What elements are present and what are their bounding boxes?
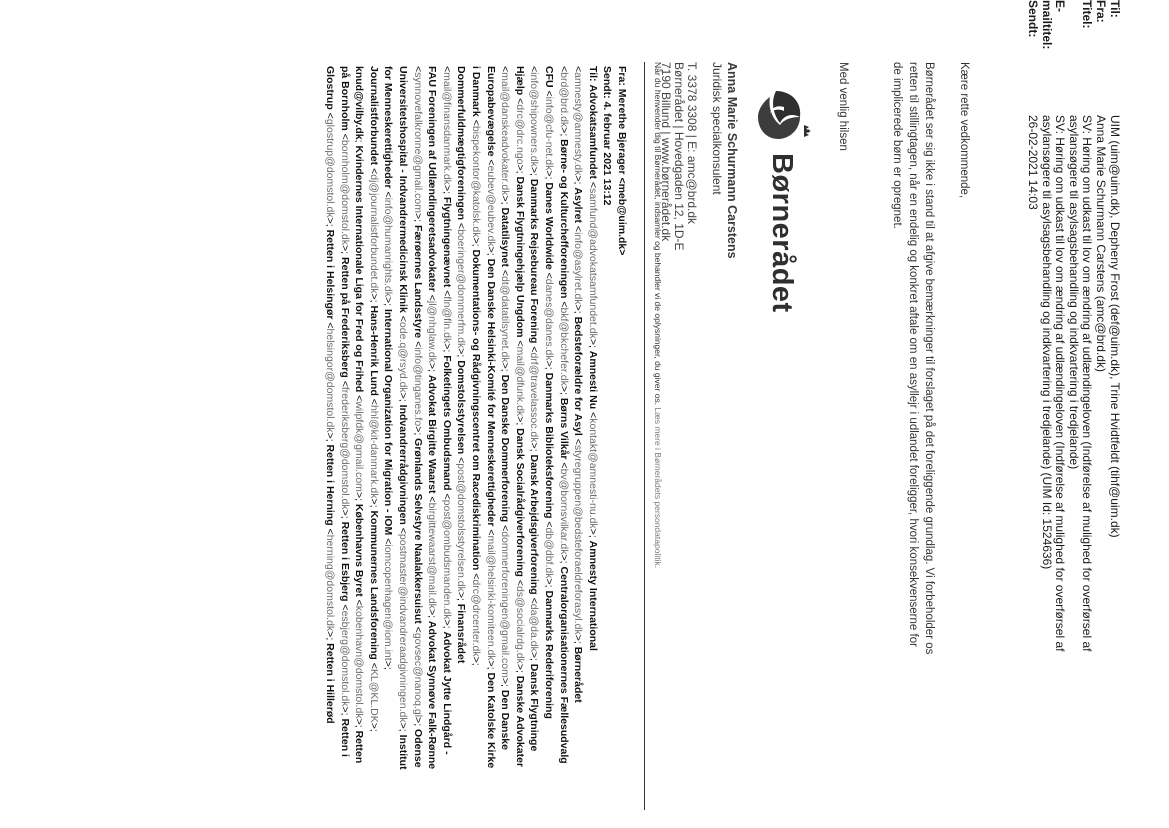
recipient-item: Domstolsstyrelsen <post@domstolsstyrelsen.dk>; [455,360,468,604]
recipient-email[interactable]: glostrup@domstol.dk [324,118,337,218]
recipient-email[interactable]: dt@datatilsynet.dk [499,276,512,363]
recipient-item: International Organization for Migration - IOM <iomcopenhagen@iom.int>; [382,308,395,670]
recipient-email[interactable]: danes@danes.dk [543,278,556,361]
recipient-email[interactable]: KL@KL.DK [367,668,380,723]
recipient-name: Dansk Arbejdsgiverforening [528,454,541,595]
recipient-name: Journalistforbundet [367,66,380,166]
recipient-item: Advokat Jytte Lindgård - FAU Foreningen af Udlændingeretsadvokater <jl@nhglaw.dk>; [426,66,453,755]
forward-to-label: Til: [586,66,599,82]
recipient-name: Den Danske Helsinki-Komité for Menneskerettigheder [484,258,497,527]
body-paragraph-line-1: Børnerådet ser sig ikke i stand til at afgive bemærkninger til forslaget på det foreliggende grundlag. Vi forbeholder os [923,62,935,655]
recipient-email[interactable]: jl@nhglaw.dk [426,300,439,363]
recipient-name: Den Danske Europabevægelse [484,66,512,750]
recipient-email[interactable]: fln@fln.dk [440,296,453,344]
recipient-item: Amnesty International <amnesty@amnesty.dk>; [572,66,599,651]
forward-sent-line [600,66,615,771]
privacy-notice [653,62,663,802]
recipient-item: Retten i Esbjerg <esbjerg@domstol.dk>; [338,521,351,719]
recipient-item: Danmarks Rederiforening <info@shipowners.dk>; [528,66,556,719]
recipient-name: Grønlands Selvstyre Naalakkersuisut [411,438,424,624]
recipient-email[interactable]: eubev@eubev.dk [484,165,497,247]
recipient-email[interactable]: ode.q@rsyd.dk [397,321,410,393]
recipient-email[interactable]: bispekontor@katolsk.dk [470,125,483,238]
recipient-email[interactable]: postmaster@indvandreraadgivningen.dk [397,533,410,723]
recipient-email[interactable]: samfund@advokatsamfundet.dk [586,188,599,339]
recipient-email[interactable]: bkf@bkchefer.dk [557,307,570,386]
recipient-name: Amnesty International [586,540,599,651]
recipient-email[interactable]: drc@drcenter.dk [470,579,483,657]
recipient-item: Bedsteforældre for Asyl <styregruppen@bedsteforaeldreforasyl.dk>; [572,316,585,647]
recipient-name: Centralorganisationernes Fællesudvalg CFU [543,66,570,764]
recipient-item: knud@vilby.dk; [353,66,366,146]
forwarded-message [323,66,629,771]
recipient-email[interactable]: post@ombudsmanden.dk [440,499,453,620]
recipient-name: Amnesti Nu [586,350,599,410]
recipient-item: Dansk Flygtninge Hjælp <drc@drc.ngo>; [513,66,541,752]
recipient-name: Den Danske Dommerforening [499,374,512,523]
recipient-name: Retten i Hillerød [324,643,337,724]
recipient-name: Børnerådet [572,646,585,703]
recipient-name: Danmarks Rejsebureau Forening [528,178,541,344]
recipient-email[interactable]: hhl@kit-danmark.dk [367,404,380,499]
recipient-name: Danske Advokater [513,675,526,768]
recipient-name: Den Katolske Kirke i Danmark [470,66,497,769]
recipient-email[interactable]: styregruppen@bedsteforaeldreforasyl.dk [572,444,585,635]
recipient-email[interactable]: wilpfdk@gmail.com [353,401,366,492]
recipient-email[interactable]: bv@bornsvilkar.dk [557,468,570,555]
recipient-name: Domstolsstyrelsen [455,360,468,455]
recipient-name: Danes Worldwide [543,182,556,270]
recipient-name: Advokat Birgitte Waarst [426,374,439,494]
recipient-email[interactable]: synnovefalkronne@gmail.com [411,72,424,213]
boernaradet-crown-logo-icon [754,83,814,147]
recipient-item: Retten i Herning <herning@domstol.dk>; [324,444,337,644]
recipient-item: Dansk Socialrådgiverforening <ds@socialrdg.dk>; [513,428,526,676]
recipient-name: Børns Vilkår [557,397,570,460]
recipient-email[interactable]: da@da.dk [528,603,541,652]
recipient-item: Amnesti Nu <kontakt@amnesti-nu.dk>; [586,350,599,541]
header-subject-label: E-mailtitel: [1040,0,1067,50]
recipient-item: Dansk Flygtningehjælp Ungdom <mail@dfunk.dk>; [513,176,526,429]
recipient-email[interactable]: kontakt@amnesti-nu.dk [586,418,599,529]
recipient-name: Advokatsamfundet [586,84,599,179]
recipient-name: Dansk Flygtningehjælp Ungdom [513,176,526,338]
recipient-item: Folketingets Ombudsmand <post@ombudsmanden.dk>; [440,355,453,632]
signature-contact-line-2: Børnerådet | Hovedgaden 12, 1D-E [672,62,686,251]
brand-name: Børnerådet [766,153,798,313]
recipient-email[interactable]: helsingor@domstol.dk [324,328,337,433]
recipient-item: Danes Worldwide <danes@danes.dk>; [543,182,556,373]
recipient-name: Folketingets Ombudsmand [440,355,453,491]
recipient-item: Kommunernes Landsforening <KL@KL.DK>; [367,510,380,732]
recipient-name: Retten i Glostrup [324,66,351,757]
recipient-email[interactable]: esbjerg@domstol.dk [338,610,351,707]
recipient-item: Dokumentations- og Rådgivningscentret om Racediskrimination <drc@drcenter.dk>; [470,249,483,666]
recipient-item: Grønlands Selvstyre Naalakkersuisut <govsec@nanoq.gl>; [411,438,424,730]
header-title-line1: SV: Høring om udkast til lov om ændring af udlændingeloven (Indførelse af mulighed for overførsel af [1080,115,1094,652]
recipient-name: Færøernes Landsstyre [411,224,424,339]
recipient-item: Dommerfuldmægtigforeningen <boeringer@dommerfm.dk>; [455,66,468,361]
recipient-item: Retten på Bornholm <bornholm@domstol.dk>; [338,66,366,764]
forward-from-line [614,66,629,771]
header-title-line2: asylansøgere til asylsagsbehandling og indkvartering i tredjelande) [1067,115,1082,470]
header-sent-label: Sendt: [1026,0,1040,38]
recipient-email[interactable]: info@cfu-net.dk [543,96,556,171]
recipient-email[interactable]: mail@dfunk.dk [513,346,526,417]
recipient-name: Dansk Flygtninge Hjælp [513,66,541,752]
forward-from-label: Fra: [616,66,628,86]
recipient-name: knud@vilby.dk [353,66,366,140]
recipient-item: Retten på Frederiksberg <frederiksberg@domstol.dk>; [338,257,351,522]
closing: Med venlig hilsen [837,62,849,151]
recipient-email[interactable]: mail@danskeadvokater.dk [499,72,512,196]
recipient-name: Kommunernes Landsforening [367,510,380,660]
body-paragraph [889,62,937,802]
recipient-list [323,66,600,771]
recipient-email[interactable]: bornholm@domstol.dk [338,139,351,246]
recipient-item: Den Danske Helsinki-Komité for Menneskerettigheder <mail@helsinki-komiteen.dk>; [484,258,497,673]
boernaradet-logo [754,83,814,323]
recipient-name: Asylret [572,187,585,223]
recipient-item: Advokat Birgitte Waarst <birgittewaarst@mail.dk>; [426,374,439,621]
body-paragraph-line-2: retten til stillingtagen, når en endelig og konkret aftale om en asyllejr i udlandet foreligger, hvori konsekvenserne for [907,62,919,647]
signature-block [659,62,739,462]
recipient-name: International Organization for Migration - IOM [382,308,395,536]
divider [644,62,645,810]
recipient-item: Dansk Arbejdsgiverforening <da@da.dk>; [528,454,541,664]
signature-role: Juridisk specialkonsulent [710,62,724,195]
recipient-email[interactable]: post@domstolsstyrelsen.dk [455,463,468,592]
recipient-name: Retten på Frederiksberg [338,257,351,378]
recipient-item: Den Danske Dommerforening <dommerforeningen@gmail.com>; [499,374,512,690]
privacy-policy-link[interactable]: Læs mere i Børnerådets persondatapolitik. [653,407,663,569]
header-title-label: Titel: [1080,0,1094,29]
recipient-item: Datatilsynet <dt@datatilsynet.dk>; [499,207,512,375]
recipient-name: Københavns Byret [353,503,366,597]
recipient-item: Indvandrerrådgivningen <postmaster@indvandreraadgivningen.dk>; [397,404,410,735]
privacy-notice-text: Når du henvender dig til Børnerådet, indsamler og behandler vi de oplysninger, du giver os. [653,62,663,406]
recipient-name: Odense Universitetshospital - Indvandrermedicinsk Klinik [397,66,424,768]
recipient-name: Retten i Herning [324,444,337,526]
recipient-item: Advokatsamfundet <samfund@advokatsamfundet.dk>; [586,84,599,351]
recipient-name: Flygtningenævnet [440,196,453,288]
recipient-item: Danmarks Rejsebureau Forening <drf@travelassoc.dk>; [528,178,541,455]
header-sent-value: 26-02-2021 14:03 [1026,115,1040,210]
header-subject-line2: asylansøgere til asylsagsbehandling og indkvartering i tredjelande) (UIM Id: 1524636) [1040,115,1055,570]
recipient-item: Københavns Byret <kobenhavn@domstol.dk>; [353,503,366,731]
recipient-email[interactable]: info@shipowners.dk [528,72,541,167]
recipient-name: Dokumentations- og Rådgivningscentret om Racediskrimination [470,249,483,571]
recipient-email[interactable]: boeringer@dommerfm.dk [455,229,468,349]
recipient-email[interactable]: drc@drc.ngo [513,104,526,165]
recipient-email[interactable]: brd@brd.dk [557,72,570,128]
recipient-item: Institut for Menneskerettigheder <info@humanrights.dk>; [382,66,410,770]
recipient-item: Den Danske Europabevægelse <eubev@eubev.dk>; [484,66,512,750]
recipient-name: Hans-Henrik Lund [367,305,380,396]
recipient-item: Kvindernes Internationale Liga for Fred og Frihed <wilpfdk@gmail.com>; [353,145,366,504]
recipient-item: Retten i Glostrup <glostrup@domstol.dk>; [324,66,351,757]
recipient-item: Retten i Helsingør <helsingor@domstol.dk>; [324,229,337,445]
recipient-email[interactable]: mail@helsinki-komiteen.dk [484,535,497,661]
recipient-name: Danmarks Rederiforening [543,590,556,719]
recipient-name: Finansrådet [455,603,468,664]
recipient-item: Flygtningenævnet <fln@fln.dk>; [440,196,453,356]
recipient-email[interactable]: dommerforeningen@gmail.com [499,531,512,678]
recipient-email[interactable]: ds@socialrdg.dk [513,586,526,664]
recipient-email[interactable]: mail@finansdanmark.dk [440,72,453,185]
recipient-email[interactable]: amnesty@amnesty.dk [572,72,585,176]
recipient-email[interactable]: dj@journalistforbundet.dk [367,174,380,294]
recipient-email[interactable]: iomcopenhagen@iom.int [382,544,395,661]
recipient-item: Den Katolske Kirke i Danmark <bispekontor@katolsk.dk>; [470,66,497,769]
recipient-name: Advokat Jytte Lindgård - FAU Foreningen af Udlændingeretsadvokater [426,66,453,755]
signature-contact-line-1: T. 3378 3308 | E: amc@brd.dk [685,62,699,225]
recipient-item: Danske Advokater <mail@danskeadvokater.dk>; [499,66,526,768]
recipient-email[interactable]: frederiksberg@domstol.dk [338,386,351,510]
recipient-email[interactable]: herning@domstol.dk [324,534,337,632]
forward-from-value: Merethe Bjerager <meb@uim.dk> [616,88,628,256]
recipient-name: Datatilsynet [499,207,512,267]
signature-contact-line-3: 7190 Billund | www.børnerådet.dk [659,62,673,242]
recipient-item: Børns Vilkår <bv@bornsvilkar.dk>; [557,397,570,567]
recipient-email[interactable]: kobenhavn@domstol.dk [353,605,366,719]
recipient-item [324,643,336,724]
recipient-name: Institut for Menneskerettigheder [382,66,410,770]
header-to-value: UIM (uim@uim.dk), Depheny Frost (def@uim.dk), Trine Hvidtfeldt (tihf@uim.dk) [1108,115,1122,538]
recipient-item: Centralorganisationernes Fællesudvalg CFU <info@cfu-net.dk>; [543,66,570,764]
recipient-name: Retten i Helsingør [324,229,337,320]
recipient-email[interactable]: info@humanrights.dk [382,197,395,297]
recipient-email[interactable]: db@dbf.dk [543,527,556,579]
signature-name: Anna Marie Schurmann Carstens [725,62,739,259]
header-from-value: Anna Marie Schurmann Carstens (amc@brd.dk) [1094,115,1108,372]
greeting: Kære rette vedkommende, [958,62,970,199]
recipient-name: Børne- og Kulturchefforeningen [557,139,570,299]
recipient-item: Børne- og Kulturchefforeningen <bkf@bkchefer.dk>; [557,139,570,398]
forward-sent-value: 4. februar 2021 13:12 [601,101,614,206]
forward-sent-label: Sendt: [601,66,614,99]
header-to-label: Til: [1108,0,1122,18]
recipient-name: Advokat Synnøve Falk-Rønne [426,620,439,770]
recipient-item: Børnerådet <brd@brd.dk>; [557,66,585,703]
recipient-name: Retten på Bornholm [338,66,366,764]
recipient-item: Færøernes Landsstyre <info@tinganes.fo>; [411,224,424,439]
recipient-name: Indvandrerrådgivningen [397,404,410,525]
recipient-item: Hans-Henrik Lund <hhl@kit-danmark.dk>; [367,305,380,511]
recipient-item: Finansrådet <mail@finansdanmark.dk>; [440,66,468,664]
recipient-email[interactable]: drf@travelassoc.dk [528,352,541,443]
recipient-item: Journalistforbundet <dj@journalistforbundet.dk>; [367,66,380,306]
recipient-name: Kvindernes Internationale Liga for Fred og Frihed [353,145,366,393]
recipient-email[interactable]: info@tinganes.fo [411,347,424,427]
recipient-name: Retten i Esbjerg [338,521,351,602]
recipient-item: Asylret <info@asylret.dk>; [572,187,585,317]
body-paragraph-line-3: de implicerede børn er opregnet. [891,62,903,229]
recipient-item: Odense Universitetshospital - Indvandrermedicinsk Klinik <ode.q@rsyd.dk>; [397,66,424,768]
recipient-name: Bedsteforældre for Asyl [572,316,585,436]
recipient-item: Danmarks Biblioteksforening <db@dbf.dk>; [543,372,556,591]
recipient-email[interactable]: birgittewaarst@mail.dk [426,502,439,609]
header-subject-line1: SV: Høring om udkast til lov om ændring af udlændingeloven (Indførelse af mulighed for overførsel af [1053,115,1067,652]
recipient-email[interactable]: govsec@nanoq.gl [411,632,424,718]
recipient-name: Dommerfuldmægtigforeningen [455,66,468,220]
recipient-name: Dansk Socialrådgiverforening [513,428,526,577]
recipient-item: Advokat Synnøve Falk-Rønne <synnovefalkronne@gmail.com>; [411,66,439,770]
header-from-label: Fra: [1094,0,1108,23]
recipient-name: Danmarks Biblioteksforening [543,372,556,519]
recipient-email[interactable]: info@asylret.dk [572,232,585,305]
